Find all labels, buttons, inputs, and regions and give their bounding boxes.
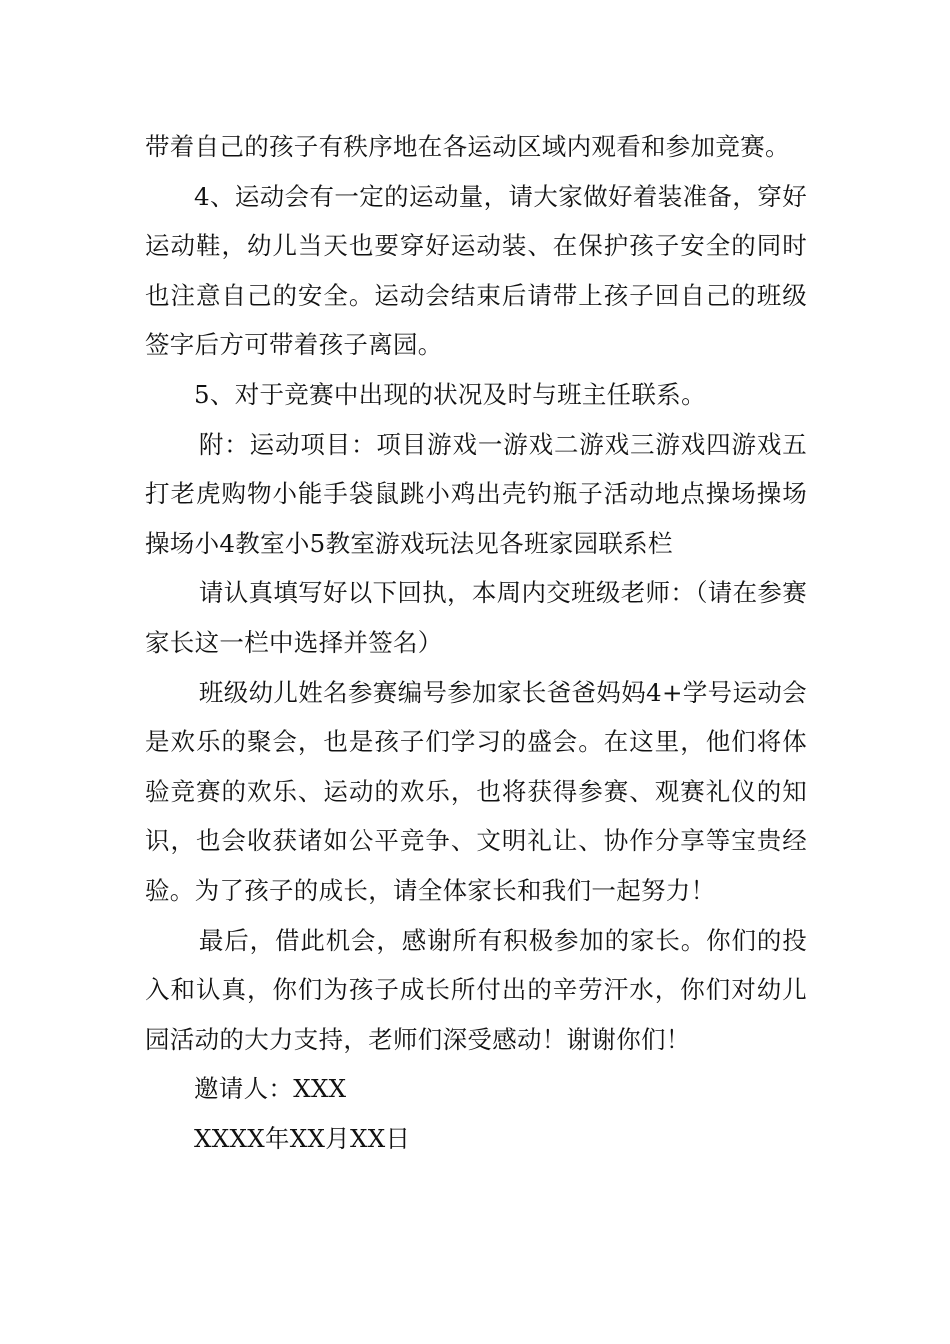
date-line: XXXX年XX月XX日 bbox=[194, 1123, 411, 1153]
document-body bbox=[145, 122, 807, 1163]
inviter-line: 邀请人：XXX bbox=[194, 1074, 347, 1104]
paragraph-receipt-and-message: 班级幼儿姓名参赛编号参加家长爸爸妈妈4+学号运动会是欢乐的聚会，也是孩子们学习的盛会。在这里，他们将体验竞赛的欢乐、运动的欢乐，也将获得参赛、观赛礼仪的知识，也会收获诸如公平竞争、文明礼让、协作分享等宝贵经验。为了孩子的成长，请全体家长和我们一起努力！ bbox=[145, 677, 807, 905]
paragraph-appendix-events: 附：运动项目：项目游戏一游戏二游戏三游戏四游戏五打老虎购物小能手袋鼠跳小鸡出壳钓瓶子活动地点操场操场操场小4教室小5教室游戏玩法见各班家园联系栏 bbox=[145, 429, 807, 558]
paragraph-item-5: 5、对于竞赛中出现的状况及时与班主任联系。 bbox=[194, 379, 706, 409]
paragraph-continuation: 带着自己的孩子有秩序地在各运动区域内观看和参加竞赛。 bbox=[145, 132, 790, 161]
paragraph-receipt-instruction: 请认真填写好以下回执，本周内交班级老师：（请在参赛家长这一栏中选择并签名） bbox=[145, 578, 807, 657]
paragraph-item-4: 4、运动会有一定的运动量，请大家做好着装准备，穿好运动鞋，幼儿当天也要穿好运动装、在保护孩子安全的同时也注意自己的安全。运动会结束后请带上孩子回自己的班级签字后方可带着孩子离园。 bbox=[145, 181, 807, 360]
paragraph-thanks: 最后，借此机会，感谢所有积极参加的家长。你们的投入和认真，你们为孩子成长所付出的辛劳汗水，你们对幼儿园活动的大力支持，老师们深受感动！谢谢你们！ bbox=[145, 925, 807, 1054]
